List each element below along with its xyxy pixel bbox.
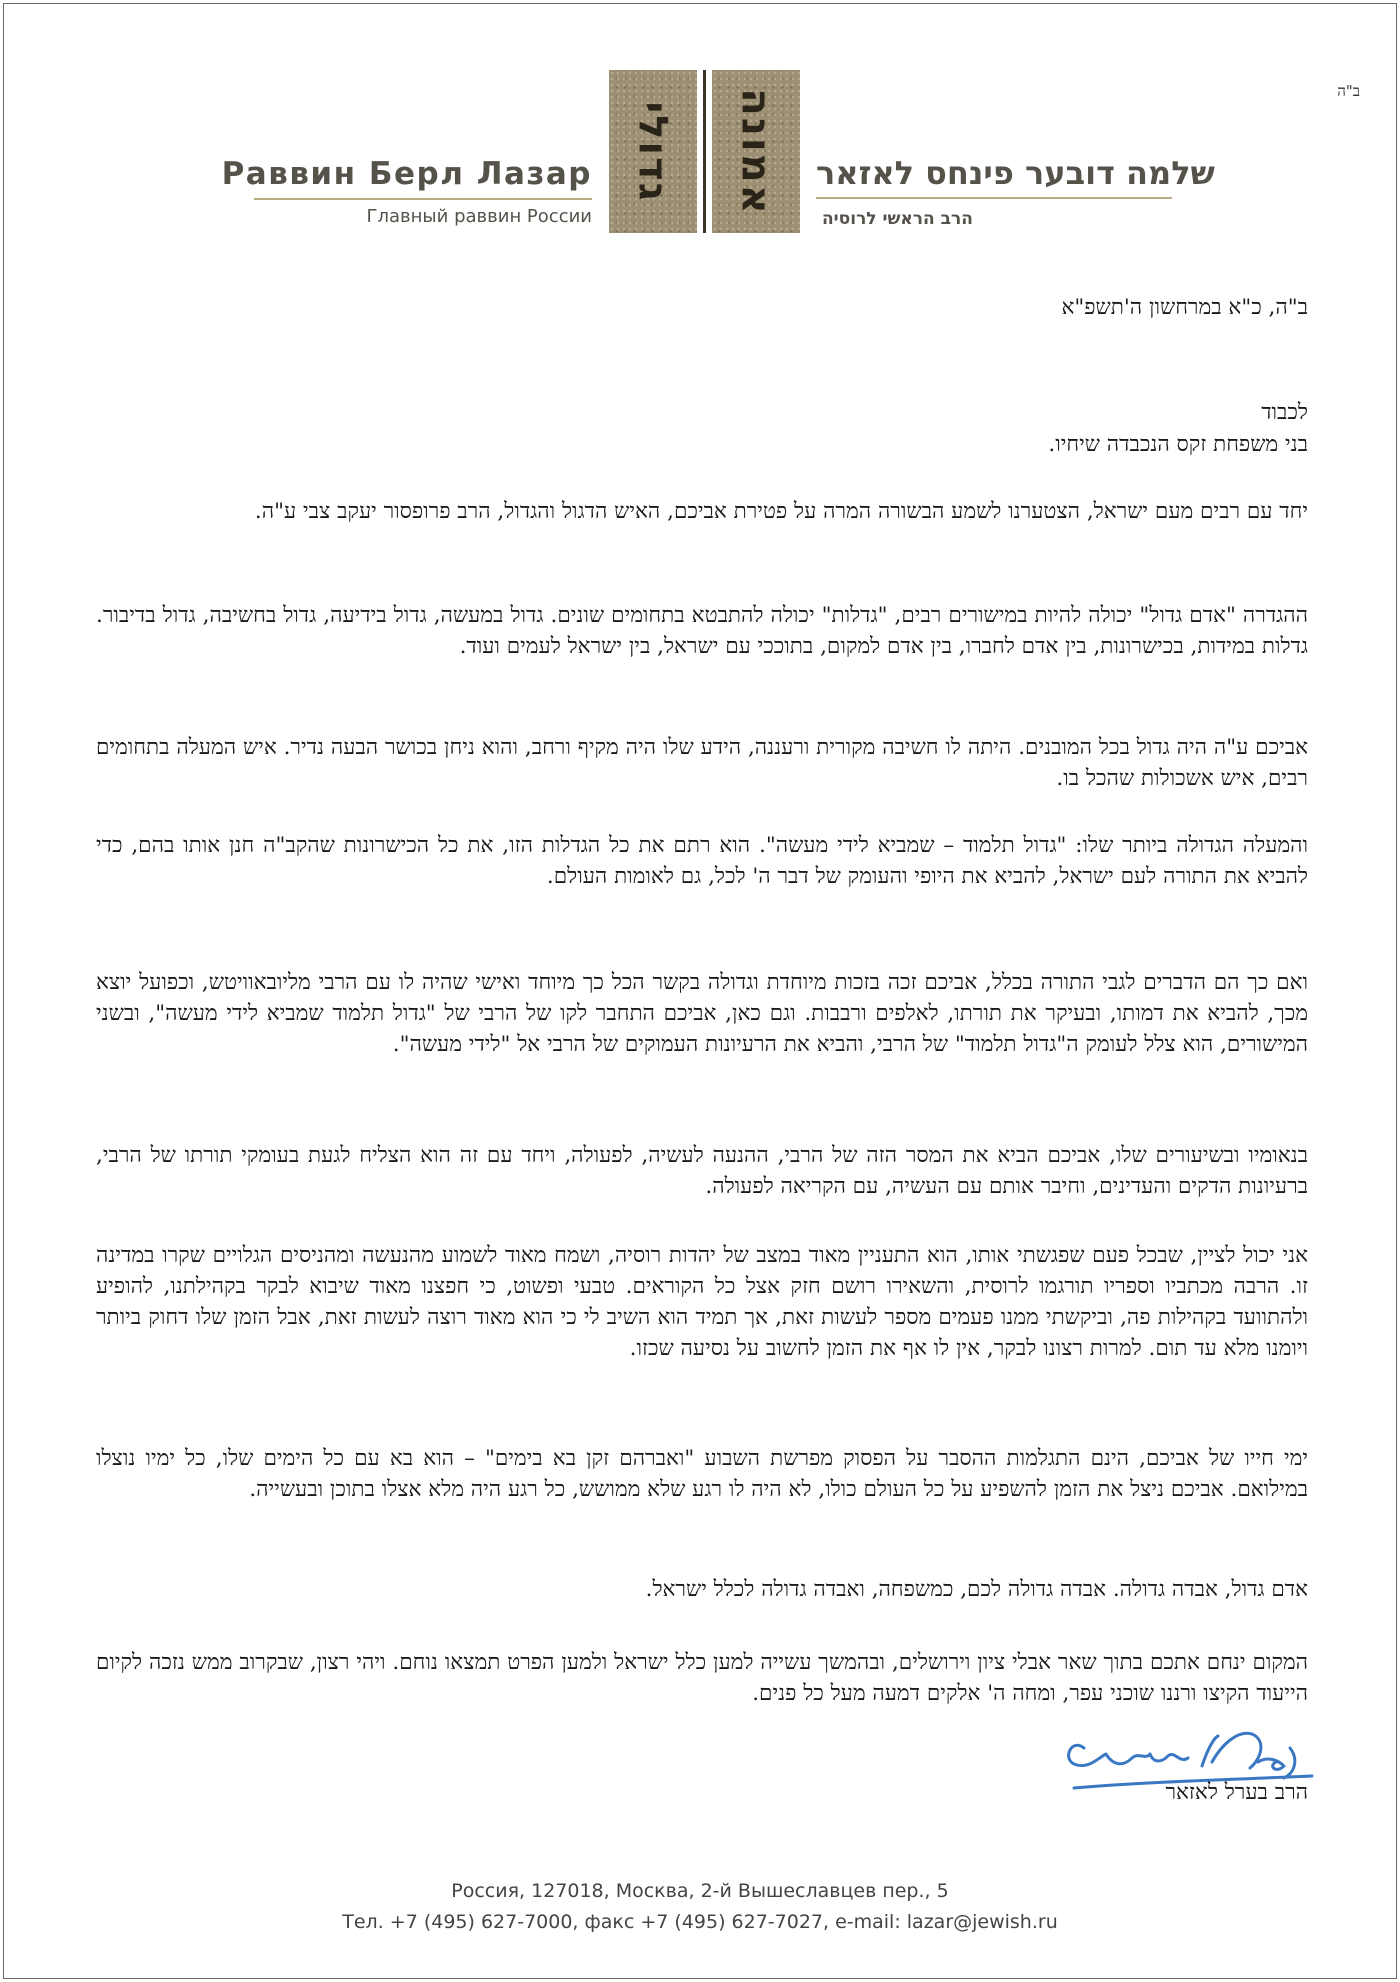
footer-address: Россия, 127018, Москва, 2-й Вышеславцев пер., 5 xyxy=(451,1880,949,1902)
salutation: לכבוד xyxy=(1261,400,1308,425)
paragraph-5: ואם כך הם הדברים לגבי התורה בכלל, אביכם זכה בזכות מיוחדת וגדולה בקשר הכל כך מיוחד ואישי שהיה לו עם הרבי מליובאוויטש, וכפועל יוצא מכך, להביא את דמותו, ובעיקר את תורתו, לאלפים ורבבות. וגם כאן, אביכם התחבר לקו של הרבי של "גדול תלמוד שמביא לידי מעשה", ובשני המישורים, הוא צלל לעומק ה"גדול תלמוד" של הרבי, והביא את הרעיונות העמוקים של הרבי אל "לידי מעשה". xyxy=(96,970,1308,1057)
signer-name: הרב בערל לאזאר xyxy=(1165,1780,1308,1805)
paragraph-6: בנאומיו ובשיעורים שלו, אביכם הביא את המסר הזה של הרבי, ההנעה לעשיה, לפעולה, ויחד עם זה הוא הצליח לגעת בעומקי תורתו של הרבי, ברעיונות הדקים והעדינים, וחיבר אותם עם העשיה, עם הקריאה לפעולה. xyxy=(96,1143,1308,1199)
emblem-word-left: גדולי xyxy=(630,100,676,203)
emblem-divider xyxy=(697,70,712,233)
letterhead-rule-right xyxy=(816,197,1172,199)
letterhead-name-hebrew: שלמה דובער פינחס לאזאר xyxy=(816,154,1215,192)
letterhead-rule-left xyxy=(254,198,592,200)
paragraph-2: ההגדרה "אדם גדול" יכולה להיות במישורים רבים, "גדלות" יכולה להתבטא בתחומים שונים. גדול במעשה, גדול בידיעה, גדול בחשיבה, גדול בדיבור. גדלות במידות, בכישרונות, בין אדם לחברו, בין אדם למקום, בתוככי עם ישראל, בין ישראל לעמים ועוד. xyxy=(96,603,1308,659)
paragraph-9: אדם גדול, אבדה גדולה. אבדה גדולה לכם, כמשפחה, ואבדה גדולה לכלל ישראל. xyxy=(645,1577,1308,1602)
letterhead-name-russian: Раввин Берл Лазар xyxy=(221,156,592,192)
letterhead-title-russian: Главный раввин России xyxy=(366,206,592,227)
paragraph-8: ימי חייו של אביכם, הינם התגלמות ההסבר על הפסוק מפרשת השבוע "ואברהם זקן בא בימים" – הוא בא עם כל הימים שלו, כל ימיו נוצלו במילואם. אביכם ניצל את הזמן להשפיע על כל העולם כולו, לא היה לו רגע שלא ממושש, כל רגע היה מלא אצלו בתוכן ובעשייה. xyxy=(96,1446,1308,1502)
letter-date: ב"ה, כ"א במרחשון ה'תשפ"א xyxy=(1061,295,1308,320)
letterhead-title-hebrew: הרב הראשי לרוסיה xyxy=(822,209,973,229)
paragraph-7: אני יכול לציין, שבכל פעם שפגשתי אותו, הוא התעניין מאוד במצב של יהדות רוסיה, ושמח מאוד לשמוע מהנעשה ומהניסים הגלויים שקרו במדינה זו. הרבה מכתביו וספריו תורגמו לרוסית, והשאירו רושם חזק אצל כל הקוראים. טבעי ופשוט, כי חפצנו מאוד שיבוא לבקר בקהילתנו, להופיע ולהתוועד בקהילות פה, וביקשתי ממנו פעמים מספר לעשות זאת, אך תמיד הוא השיב לי כי הוא מאוד רוצה לעשות זאת, אבל הזמן שלו דחוק ביותר ויומנו מלא עד תום. למרות רצונו לבקר, אין לו אף את הזמן לחשוב על נסיעה שכזו. xyxy=(96,1243,1308,1361)
letter-address-block xyxy=(1048,397,1308,461)
paragraph-10: המקום ינחם אתכם בתוך שאר אבלי ציון וירושלים, ובהמשך עשייה למען כלל ישראל ולמען הפרט תמצאו נוחם. ויהי רצון, שבקרוב ממש נזכה לקיום הייעוד הקיצו ורננו שוכני עפר, ומחה ה' אלקים דמעה מעל כל פנים. xyxy=(96,1650,1308,1706)
paragraph-3: אביכם ע"ה היה גדול בכל המובנים. היתה לו חשיבה מקורית ורעננה, הידע שלו היה מקיף ורחב, והוא ניחן בכושר הבעה נדיר. איש המעלה בתחומים רבים, איש אשכולות שהכל בו. xyxy=(96,735,1308,791)
corner-mark: ב"ה xyxy=(1337,82,1360,100)
paragraph-1: יחד עם רבים מעם ישראל, הצטערנו לשמע הבשורה המרה על פטירת אביכם, האיש הדגול והגדול, הרב פרופסור יעקב צבי ע"ה. xyxy=(254,499,1308,524)
paragraph-4: והמעלה הגדולה ביותר שלו: "גדול תלמוד – שמביא לידי מעשה". הוא רתם את כל הגדלות הזו, את כל הכישרונות שהקב"ה חנן אותו בהם, כדי להביא את התורה לעם ישראל, להביא את היופי והעומק של דבר ה' לכל, גם לאומות העולם. xyxy=(96,833,1308,889)
recipient: בני משפחת זקס הנכבדה שיחיו. xyxy=(1048,432,1308,457)
footer-contacts: Тел. +7 (495) 627-7000, факс +7 (495) 627-7027, e-mail: lazar@jewish.ru xyxy=(342,1911,1058,1933)
emblem-word-right: אמונה xyxy=(733,87,779,216)
letterhead-emblem xyxy=(609,70,800,233)
